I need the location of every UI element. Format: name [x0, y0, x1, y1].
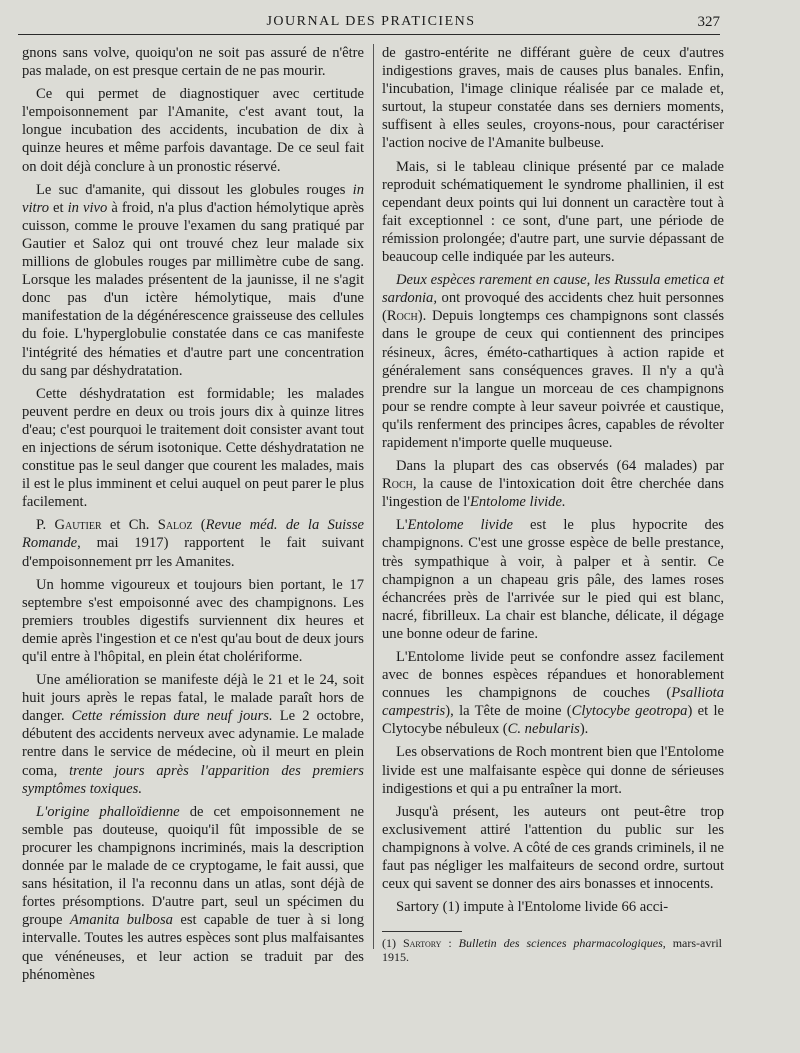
page-number: 327 — [697, 14, 720, 30]
paragraph: gnons sans volve, quoiqu'on ne soit pas assuré de n'être pas malade, on est presque certain de ne pas mourir. — [22, 45, 364, 80]
paragraph: L'Entolome livide peut se confondre assez facilement avec de bonnes espèces répandues et honorablement connues les champignons de couches (Psalliota campestris), la Tête de moine (Clytocybe geotropa) et le Clytocybe nébuleux (C. nebularis). — [382, 649, 724, 738]
page-header — [22, 10, 720, 34]
running-title: JOURNAL DES PRATICIENS — [266, 14, 476, 29]
paragraph: Sartory (1) impute à l'Entolome livide 66 acci- — [396, 899, 669, 916]
paragraph: Jusqu'à présent, les auteurs ont peut-être trop exclusivement attiré l'attention du public sur les champignons à volve. A côté de ces grands criminels, il ne faut pas négliger les malfaiteurs de second ordre, surtout ceux qui savent se donner des airs bonasses et innocents. — [382, 803, 724, 893]
header-rule — [18, 34, 720, 35]
footnote-rule — [382, 931, 462, 932]
paragraph: Dans la plupart des cas observés (64 malades) par Roch, la cause de l'intoxication doit être cherchée dans l'ingestion de l'Entolome livide. — [382, 458, 724, 511]
paragraph: L'Entolome livide est le plus hypocrite des champignons. C'est une grosse espèce de belle prestance, très sympathique à voir, à palper et à sentir. Ce champignon a un chapeau gris pâle, des lames roses échancrées près de l'arrivée sur le pied qui est blanc, nacré, fibrilleux. La chair est blanche, délicate, il dégage une bonne odeur de farine. — [382, 517, 724, 642]
paragraph: Ce qui permet de diagnostiquer avec certitude l'empoisonnement par l'Amanite, c'est avant tout, la longue incubation des accidents, incubation de dix à quinze heures et même parfois davantage. De ce seul fait on doit déjà conclure à un pronostic réservé. — [22, 86, 364, 175]
paragraph: L'origine phalloïdienne de cet empoisonnement ne semble pas douteuse, quoiqu'il fût impossible de se procurer les champignons incriminés, mais la description donnée par le malade de ce cryptogame, le fait aussi, que sans hésitation, il l'a reconnu dans un atlas, sont déjà de fortes présomptions. D'autre part, seul un spécimen du groupe Amanita bulbosa est capable de tuer à si long intervalle. Toutes les autres espèces sont plus malfaisantes que vénéneuses, et leur action se traduit par des phénomènes — [22, 803, 365, 983]
paragraph: Deux espèces rarement en cause, les Russula emetica et sardonia, ont provoqué des accidents chez huit personnes (Roch). Depuis longtemps ces champignons sont classés dans le groupe de ceux qui contiennent des principes résineux, âcres, éméto-cathartiques à action rapide et généralement sans conséquences graves. Il n'y a qu'à prendre sur la langue un morceau de ces champignons pour se rendre compte à leur saveur poivrée et caustique, qu'ils renferment des principes âcres, capables de révolter rapidement n'importe quelle muqueuse. — [382, 272, 724, 451]
paragraph: Une amélioration se manifeste déjà le 21 et le 24, soit huit jours après le repas fatal, le malade paraît hors de danger. Cette rémission dure neuf jours. Le 2 octobre, débutent des accidents nerveux avec adynamie. Le malade rentre dans le service de médecine, où il meurt en plein coma, trente jours après l'apparition des premiers symptômes toxiques. — [22, 672, 365, 797]
paragraph: Le suc d'amanite, qui dissout les globules rouges in vitro et in vivo à froid, n'a plus d'action hémolytique après cuisson, comme le prouve l'examen du sang pratiqué par Gautier et Saloz qui ont trouvé chez leur malade six millions de globules rouges par millimètre cube de sang. Lorsque les malades présentent de la jaunisse, il ne s'agit donc pas d'un ictère hémolytique, mais d'une manifestation de la dégénérescence graisseuse des cellules du foie. L'hyperglobulie constatée dans ce cas manifeste l'intégrité des hématies et d'autre part une concentration du sang par déshydratation. — [22, 181, 364, 379]
paragraph: de gastro-entérite ne différant guère de ceux d'autres indigestions graves, mais de causes plus banales. Enfin, l'incubation, l'image clinique réalisée par ce malade et, surtout, la stupeur constatée dans ses derniers moments, suffisent à elles seules, croyons-nous, pour caractériser l'action nocive de l'Amanite bulbeuse. — [382, 45, 724, 152]
footnote: (1) Sartory : Bulletin des sciences pharmacologiques, mars-avril 1915. — [382, 936, 723, 964]
paragraph: Les observations de Roch montrent bien que l'Entolome livide est une malfaisante espèce qui donne de sérieuses indigestions et qui a pu entraîner la mort. — [382, 744, 724, 797]
right-column — [382, 44, 724, 921]
paragraph: P. Gautier et Ch. Saloz (Revue méd. de la Suisse Romande, mai 1917) rapportent le fait suivant d'empoisonnement prr les Amanites. — [22, 517, 365, 570]
paragraph: Un homme vigoureux et toujours bien portant, le 17 septembre s'est empoisonné avec des champignons. Les premiers troubles digestifs surviennent dix heures et demie après l'ingestion et ce n'est qu'au bout de deux jours qu'il entre à l'hôpital, en plein état cholériforme. — [22, 576, 364, 665]
left-column — [22, 44, 364, 989]
paragraph: Cette déshydratation est formidable; les malades peuvent perdre en deux ou trois jours dix à quinze litres d'eau; c'est pourquoi le traitement doit consister avant tout en injections de sérum isotonique. Cette déshydratation ne constitue pas le seul danger que courent les malades, mais il est le plus imminent et celui auquel on peut parer le plus facilement. — [22, 385, 364, 511]
column-divider — [373, 44, 374, 949]
paragraph: Mais, si le tableau clinique présenté par ce malade reproduit schématiquement le syndrome phallinien, il est cependant deux points qui lui donnent un caractère tout à fait exceptionnel : ce sont, d'une part, une période de rémission prolongée; d'autre part, une survie dépassant de beaucoup celle indiquée par les auteurs. — [382, 158, 724, 266]
